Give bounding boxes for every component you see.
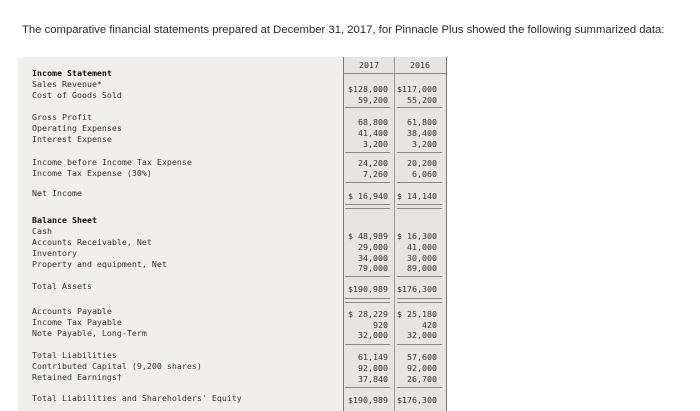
income-row-2016: $117,000 [397,84,437,94]
total-double-rule [397,298,442,303]
subtotal-rule [397,344,442,345]
balance-row-label: Total Assets [32,281,92,291]
income-row-label: Income before Income Tax Expense [32,157,192,167]
subtotal-rule [345,276,390,277]
balance-row-2017: 29,000 [358,242,388,252]
balance-row-2017: 61,149 [358,352,388,362]
income-row-2016: 55,200 [407,95,437,105]
balance-row-2017: 37,840 [358,374,388,384]
subtotal-rule [345,344,390,345]
balance-row-label: Income Tax Payable [32,317,122,327]
income-row-2017: 41,400 [358,128,388,138]
balance-sheet-heading: Balance Sheet [32,215,97,225]
year-header-2016: 2016 [410,60,430,70]
income-row-2017: 68,800 [358,117,388,127]
balance-row-2017: $190,989 [348,284,388,294]
balance-row-2016: 26,700 [407,374,437,384]
income-row-2017: 3,200 [363,139,388,149]
balance-row-label: Inventory [32,248,77,258]
balance-row-label: Contributed Capital (9,200 shares) [32,361,202,371]
subtotal-rule [345,107,390,108]
subtotal-rule [345,387,390,388]
balance-row-2016: $ 25,180 [397,309,437,319]
subtotal-rule [397,107,442,108]
income-row-2017: 24,200 [358,158,388,168]
balance-row-2017: 34,000 [358,253,388,263]
income-statement-heading: Income Statement [32,68,112,78]
balance-row-2016: 30,000 [407,253,437,263]
income-row-2017: $ 16,940 [348,191,388,201]
balance-row-2016: 92,000 [407,363,437,373]
subtotal-rule [397,182,442,183]
balance-row-2017: $ 28,229 [348,309,388,319]
balance-row-label: Cash [32,226,52,236]
year-header-2017: 2017 [359,60,379,70]
total-double-rule [345,298,390,303]
column-divider-middle [394,57,395,411]
income-row-label: Income Tax Expense (30%) [32,168,152,178]
problem-intro: The comparative financial statements prepared at December 31, 2017, for Pinnacle Plus showed the following summarized data: [22,24,665,36]
subtotal-rule [345,182,390,183]
column-divider-right [446,57,447,411]
income-row-label: Interest Expense [32,134,112,144]
header-underline [343,73,446,74]
income-row-2016: 6,060 [412,169,437,179]
total-double-rule [397,204,442,209]
balance-row-2017: 79,000 [358,263,388,273]
subtotal-rule [345,152,390,153]
balance-row-2017: $ 48,989 [348,231,388,241]
balance-row-2017: 32,000 [358,330,388,340]
balance-row-label: Accounts Payable [32,306,112,316]
balance-row-2016: 420 [422,320,437,330]
balance-row-label: Retained Earnings† [32,372,122,382]
income-row-2016: 3,200 [412,139,437,149]
income-row-label: Operating Expenses [32,123,122,133]
balance-row-2016: $176,300 [397,395,437,405]
income-row-label: Gross Profit [32,112,92,122]
balance-row-label: Total Liabilities and Shareholders' Equity [32,393,242,403]
balance-row-2016: $176,300 [397,284,437,294]
income-row-2016: 20,200 [407,158,437,168]
balance-row-2016: $ 16,300 [397,231,437,241]
balance-row-2016: 89,000 [407,263,437,273]
subtotal-rule [397,152,442,153]
balance-row-2016: 32,000 [407,330,437,340]
balance-row-label: Total Liabilities [32,350,117,360]
income-row-2016: $ 14,140 [397,191,437,201]
balance-row-2017: 920 [373,320,388,330]
balance-row-2017: 92,000 [358,363,388,373]
subtotal-rule [397,276,442,277]
income-row-label: Sales Revenue* [32,79,102,89]
income-row-label: Net Income [32,188,82,198]
income-row-2016: 38,400 [407,128,437,138]
income-row-2016: 61,800 [407,117,437,127]
balance-row-2016: 57,600 [407,352,437,362]
balance-row-label: Property and equipment, Net [32,259,167,269]
income-row-2017: 7,260 [363,169,388,179]
income-row-label: Cost of Goods Sold [32,90,122,100]
income-row-2017: 59,200 [358,95,388,105]
balance-row-2016: 41,000 [407,242,437,252]
total-double-rule [345,204,390,209]
subtotal-rule [397,387,442,388]
balance-row-label: Note Payable, Long-Term [32,328,147,338]
balance-row-2017: $190,989 [348,395,388,405]
income-row-2017: $128,000 [348,84,388,94]
column-divider-left [343,57,344,411]
balance-row-label: Accounts Receivable, Net [32,237,152,247]
